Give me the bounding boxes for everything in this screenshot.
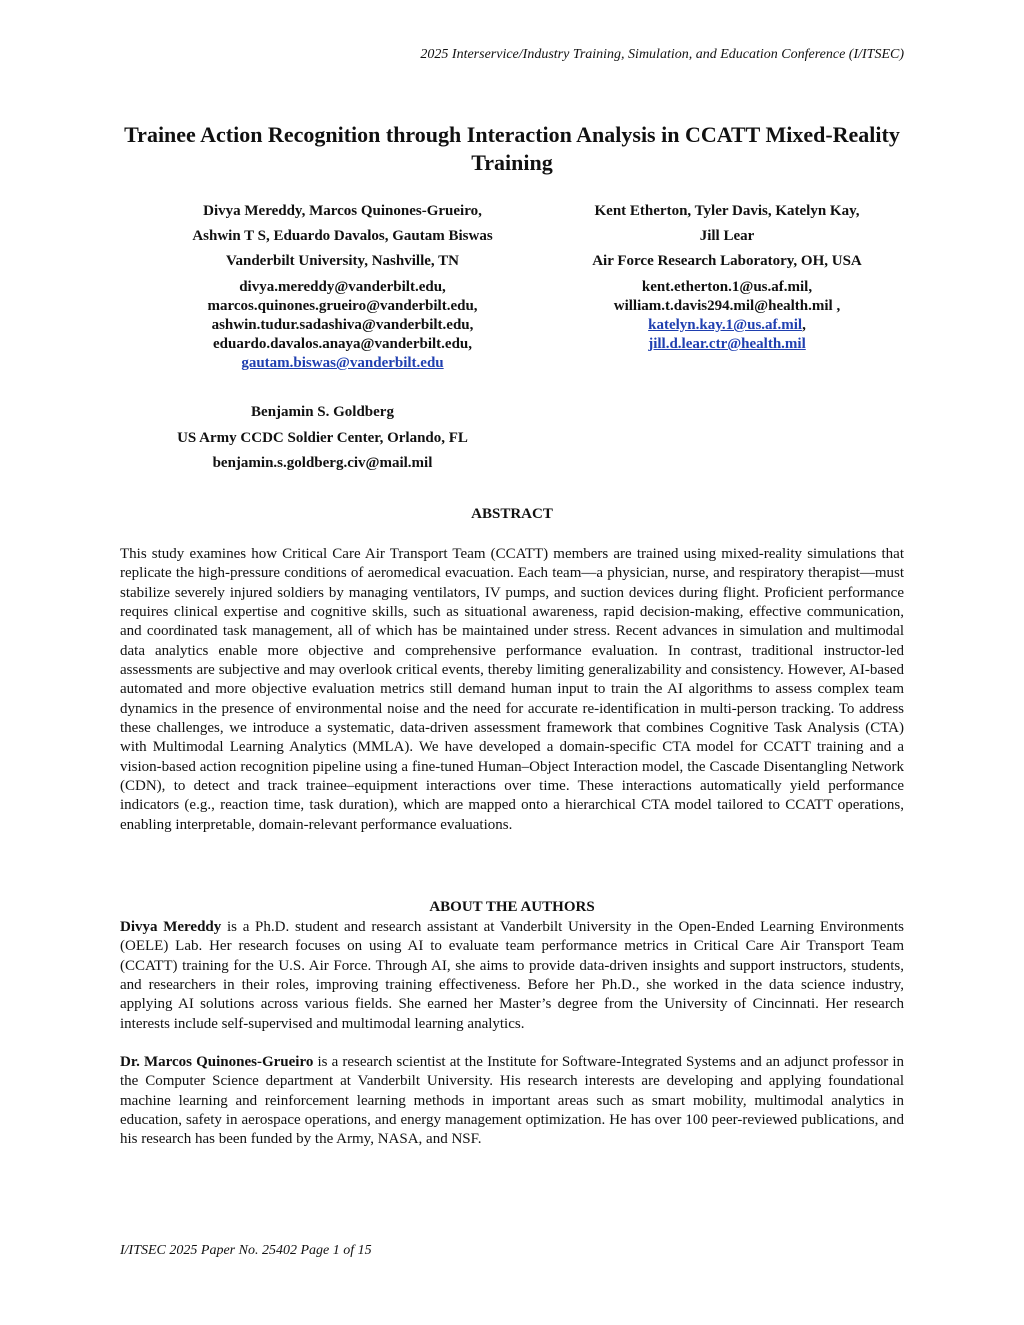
affiliation-ccdc xyxy=(120,400,525,477)
page-footer: I/ITSEC 2025 Paper No. 25402 Page 1 of 15 xyxy=(120,1243,372,1258)
institution: US Army CCDC Soldier Center, Orlando, FL xyxy=(177,429,468,446)
author-bio xyxy=(120,1053,904,1150)
affiliation-vanderbilt xyxy=(120,199,565,373)
abstract-heading: ABSTRACT xyxy=(471,506,553,522)
institution: Air Force Research Laboratory, OH, USA xyxy=(592,253,862,269)
paper-title: Trainee Action Recognition through Interaction Analysis in CCATT Mixed-Reality Training xyxy=(124,122,900,175)
institution: Vanderbilt University, Nashville, TN xyxy=(226,253,459,269)
author-email: divya.mereddy@vanderbilt.edu, xyxy=(239,279,446,295)
about-authors-heading: ABOUT THE AUTHORS xyxy=(429,899,595,915)
author-names-line-1: Divya Mereddy, Marcos Quinones-Grueiro, xyxy=(203,203,482,219)
author-names-line-2: Jill Lear xyxy=(699,228,755,244)
author-names-line-1: Kent Etherton, Tyler Davis, Katelyn Kay, xyxy=(594,203,860,219)
abstract-text: This study examines how Critical Care Air Transport Team (CCATT) members are trained using mixed-reality simulations that replicate the high-pressure conditions of aeromedical evacuation. Each team—a physician, nurse, and respiratory therapist—must stabilize severely injured soldiers by managing ventilators, IV pumps, and suction devices during flight. Proficient performance requires clinical expertise and cognitive skills, such as situational awareness, rapid decision-making, effective communication, and coordinated task management, all of which has be maintained under stress. Recent advances in simulation and multimodal data analytics enable more objective and comprehensive performance evaluation. In contrast, traditional instructor-led assessments are subjective and may overlook critical events, thereby limiting generalizability and consistency. However, AI-based automated and more objective evaluation metrics still demand human input to train the AI algorithms to assess complex team dynamics in the presence of environmental noise and the need for accurate re-identification in multi-person tracking. To address these challenges, we introduce a systematic, data-driven assessment framework that combines Cognitive Task Analysis (CTA) with Multimodal Learning Analytics (MMLA). We have developed a domain-specific CTA model for CCATT training and a vision-based action recognition pipeline using a fine-tuned Human–Object Interaction model, the Cascade Disentangling Network (CDN), to detect and track trainee–equipment interactions over time. These interactions automatically yield performance indicators (e.g., reaction time, task duration), which are mapped onto a hierarchical CTA model tailored to CCATT operations, enabling interpretable, domain-relevant performance evaluations. xyxy=(120,546,904,833)
email-link[interactable]: gautam.biswas@vanderbilt.edu xyxy=(241,355,444,371)
author-email: ashwin.tudur.sadashiva@vanderbilt.edu, xyxy=(211,317,474,333)
email-separator: , xyxy=(802,317,806,333)
bio-text: is a Ph.D. student and research assistant at Vanderbilt University in the Open-Ended Learning Environments (OELE) Lab. Her research focuses on using AI to evaluate team performance metrics in Critical Care Air Transport Team (CCATT) training for the U.S. Air Force. Through AI, she aims to provide data-driven insights and support instructors, students, and researchers in their roles, improving training effectiveness. Before her Ph.D., she worked in the data science industry, applying AI solutions across various fields. She earned her Master’s degree from the University of Cincinnati. Her research interests include self-supervised and multimodal learning analytics. xyxy=(120,919,904,1032)
author-names-line-2: Ashwin T S, Eduardo Davalos, Gautam Biswas xyxy=(192,228,493,244)
author-email: benjamin.s.goldberg.civ@mail.mil xyxy=(212,455,433,471)
author-email: kent.etherton.1@us.af.mil, xyxy=(641,279,813,295)
author-email: eduardo.davalos.anaya@vanderbilt.edu, xyxy=(213,336,472,352)
email-link[interactable]: katelyn.kay.1@us.af.mil xyxy=(648,317,803,333)
author-email: william.t.davis294.mil@health.mil , xyxy=(613,298,841,314)
conference-header: 2025 Interservice/Industry Training, Simulation, and Education Conference (I/ITSEC) xyxy=(420,47,904,62)
affiliation-afrl xyxy=(545,199,909,354)
bio-author-name: Divya Mereddy xyxy=(120,919,222,935)
bio-text: is a research scientist at the Institute for Software-Integrated Systems and an adjunct professor in the Computer Science department at Vanderbilt University. His research interests are developing and applying foundational machine learning and reinforcement learning methods in important areas such as smart mobility, multimodal analytics in education, safety in aerospace operations, and energy management optimization. He has over 100 peer-reviewed publications, and his research has been funded by the Army, NASA, and NSF. xyxy=(120,1054,904,1148)
author-email: marcos.quinones.grueiro@vanderbilt.edu, xyxy=(207,298,478,314)
author-name: Benjamin S. Goldberg xyxy=(251,404,394,420)
author-bio xyxy=(120,918,904,1034)
bio-author-name: Dr. Marcos Quinones-Grueiro xyxy=(120,1054,314,1070)
email-link[interactable]: jill.d.lear.ctr@health.mil xyxy=(648,336,806,352)
